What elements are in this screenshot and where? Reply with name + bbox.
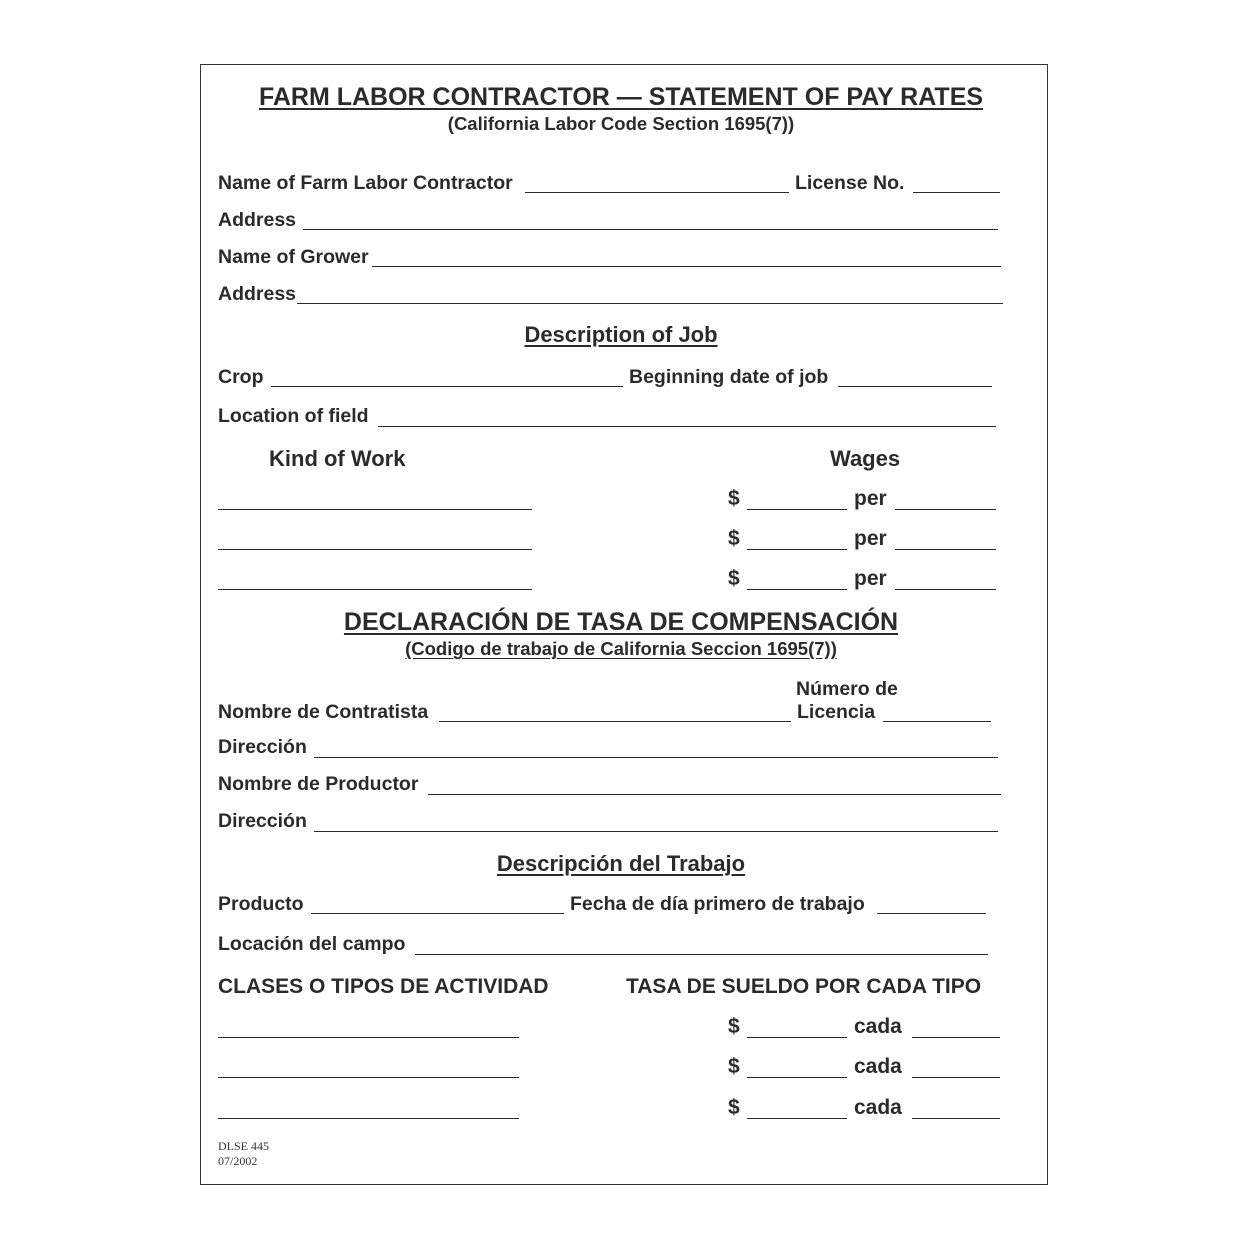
spanish-license-label-line2: Licencia [797, 701, 876, 723]
spanish-address-label: Dirección [218, 736, 307, 758]
kind-of-work-field-1[interactable] [218, 509, 532, 510]
spanish-product-label: Producto [218, 893, 304, 915]
job-description-heading: Description of Job [524, 322, 718, 347]
grower-address-label: Address [218, 283, 297, 305]
wage-amount-field-3[interactable] [747, 589, 847, 590]
wage-currency-3: $ [728, 567, 740, 590]
wage-currency-2: $ [728, 527, 740, 550]
spanish-address-field[interactable] [314, 757, 998, 758]
spanish-field-location-label: Locación del campo [218, 933, 406, 955]
spanish-unit-field-1[interactable] [912, 1037, 1000, 1038]
spanish-address2-label: Dirección [218, 810, 307, 832]
grower-address-field[interactable] [297, 303, 1003, 304]
spanish-job-heading: Descripción del Trabajo [496, 851, 746, 876]
spanish-amount-field-1[interactable] [747, 1037, 847, 1038]
spanish-classes-heading: CLASES O TIPOS DE ACTIVIDAD [218, 975, 549, 998]
spanish-currency-1: $ [728, 1015, 740, 1038]
wage-amount-field-2[interactable] [747, 549, 847, 550]
spanish-currency-2: $ [728, 1055, 740, 1078]
spanish-producer-field[interactable] [428, 794, 1001, 795]
form-revision-date: 07/2002 [218, 1154, 258, 1168]
wage-per-label-3: per [854, 567, 887, 590]
field-location-field[interactable] [378, 426, 996, 427]
license-number-field[interactable] [913, 192, 1000, 193]
field-location-label: Location of field [218, 405, 369, 427]
spanish-each-label-1: cada [854, 1015, 902, 1038]
contractor-name-field[interactable] [525, 192, 789, 193]
kind-of-work-field-3[interactable] [218, 589, 532, 590]
spanish-address2-field[interactable] [314, 831, 998, 832]
spanish-amount-field-3[interactable] [747, 1118, 847, 1119]
grower-name-label: Name of Grower [218, 246, 369, 268]
wage-per-label-2: per [854, 527, 887, 550]
spanish-contractor-field[interactable] [439, 721, 791, 722]
spanish-unit-field-3[interactable] [912, 1118, 1000, 1119]
license-number-label: License No. [795, 172, 905, 194]
spanish-activity-field-3[interactable] [218, 1118, 519, 1119]
spanish-field-location-field[interactable] [415, 954, 988, 955]
grower-name-field[interactable] [372, 266, 1001, 267]
spanish-unit-field-2[interactable] [912, 1077, 1000, 1078]
wage-unit-field-2[interactable] [895, 549, 996, 550]
crop-label: Crop [218, 366, 264, 388]
kind-of-work-heading: Kind of Work [269, 446, 406, 471]
spanish-title: DECLARACIÓN DE TASA DE COMPENSACIÓN [343, 608, 899, 636]
spanish-currency-3: $ [728, 1096, 740, 1119]
contractor-name-label: Name of Farm Labor Contractor [218, 172, 513, 194]
contractor-address-field[interactable] [303, 229, 998, 230]
spanish-subtitle: (Codigo de trabajo de California Seccion 1695(7)) [405, 638, 837, 659]
form-title: FARM LABOR CONTRACTOR — STATEMENT OF PAY RATES [258, 83, 984, 111]
spanish-contractor-label: Nombre de Contratista [218, 701, 429, 723]
spanish-each-label-3: cada [854, 1096, 902, 1119]
wage-currency-1: $ [728, 487, 740, 510]
wage-unit-field-1[interactable] [895, 509, 996, 510]
wage-per-label-1: per [854, 487, 887, 510]
form-subtitle: (California Labor Code Section 1695(7)) [447, 113, 795, 134]
contractor-address-label: Address [218, 209, 297, 231]
spanish-start-date-field[interactable] [877, 913, 986, 914]
spanish-license-field[interactable] [883, 721, 991, 722]
form-number: DLSE 445 [218, 1139, 269, 1153]
spanish-rate-heading: TASA DE SUELDO POR CADA TIPO [626, 975, 982, 998]
beginning-date-label: Beginning date of job [629, 366, 829, 388]
spanish-activity-field-2[interactable] [218, 1077, 519, 1078]
wages-heading: Wages [830, 446, 901, 471]
spanish-producer-label: Nombre de Productor [218, 773, 419, 795]
wage-unit-field-3[interactable] [895, 589, 996, 590]
spanish-each-label-2: cada [854, 1055, 902, 1078]
beginning-date-field[interactable] [838, 386, 992, 387]
spanish-product-field[interactable] [311, 913, 564, 914]
spanish-amount-field-2[interactable] [747, 1077, 847, 1078]
spanish-start-date-label: Fecha de día primero de trabajo [570, 893, 865, 915]
spanish-activity-field-1[interactable] [218, 1037, 519, 1038]
crop-field[interactable] [271, 386, 623, 387]
spanish-license-label-line1: Número de [796, 678, 898, 700]
kind-of-work-field-2[interactable] [218, 549, 532, 550]
wage-amount-field-1[interactable] [747, 509, 847, 510]
pay-rates-form [200, 64, 1048, 1185]
